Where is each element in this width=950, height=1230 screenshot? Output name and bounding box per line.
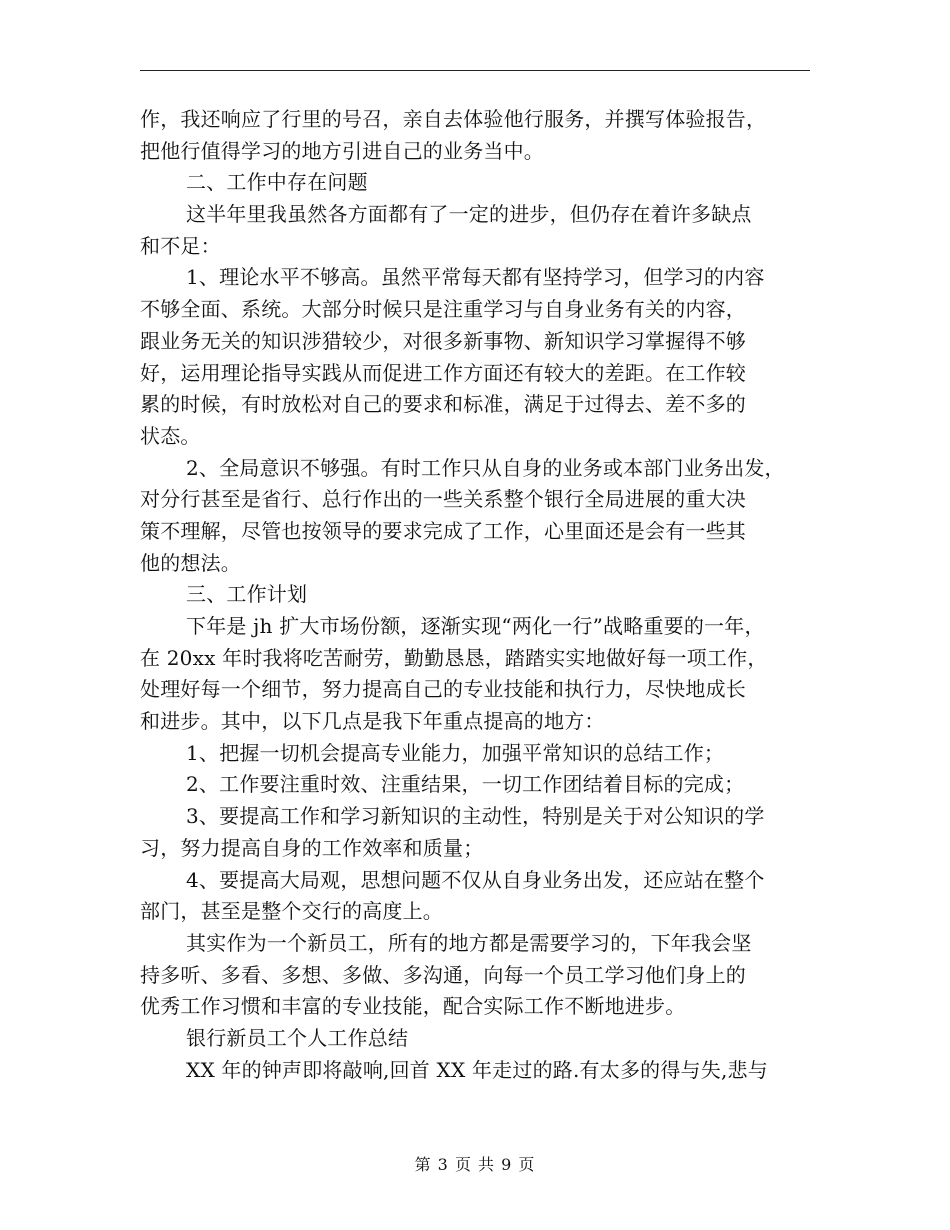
text-line: 和不足：	[140, 233, 221, 258]
text-line: 4、要提高大局观，思想问题不仅从自身业务出发，还应站在整个	[186, 867, 765, 892]
text-line: 处理好每一个细节，努力提高自己的专业技能和执行力，尽快地成长	[140, 677, 746, 702]
text-line: 持多听、多看、多想、多做、多沟通，向每一个员工学习他们身上的	[140, 962, 746, 987]
text-line: 1、把握一切机会提高专业能力，加强平常知识的总结工作；	[186, 740, 725, 765]
text-line: 对分行甚至是省行、总行作出的一些关系整个银行全局进展的重大决	[140, 487, 746, 512]
text-line: 不够全面、系统。大部分时候只是注重学习与自身业务有关的内容，	[140, 297, 746, 322]
text-line: 策不理解，尽管也按领导的要求完成了工作，心里面还是会有一些其	[140, 518, 746, 543]
text-line: 1、理论水平不够高。虽然平常每天都有坚持学习，但学习的内容	[186, 265, 765, 290]
text-line: 银行新员工个人工作总结	[186, 1025, 409, 1050]
text-line: 跟业务无关的知识涉猎较少，对很多新事物、新知识学习掌握得不够	[140, 328, 746, 353]
text-line: 他的想法。	[140, 550, 241, 575]
text-line: 把他行值得学习的地方引进自己的业务当中。	[140, 138, 544, 163]
text-line: 其实作为一个新员工，所有的地方都是需要学习的，下年我会坚	[186, 930, 752, 955]
text-line: 这半年里我虽然各方面都有了一定的进步，但仍存在着许多缺点	[186, 202, 752, 227]
text-line: 状态。	[140, 423, 201, 448]
text-line: 好，运用理论指导实践从而促进工作方面还有较大的差距。在工作较	[140, 360, 746, 385]
text-line: 2、全局意识不够强。有时工作只从自身的业务或本部门业务出发，	[186, 455, 785, 480]
text-line: 优秀工作习惯和丰富的专业技能，配合实际工作不断地进步。	[140, 994, 686, 1019]
header-rule	[140, 70, 810, 71]
text-line: XX 年的钟声即将敲响,回首 XX 年走过的路.有太多的得与失,悲与	[186, 1057, 768, 1082]
text-line: 在 20xx 年时我将吃苦耐劳，勤勤恳恳，踏踏实实地做好每一项工作，	[140, 645, 768, 670]
text-line: 和进步。其中，以下几点是我下年重点提高的地方：	[140, 709, 605, 734]
text-line: 2、工作要注重时效、注重结果，一切工作团结着目标的完成；	[186, 772, 745, 797]
text-line: 下年是 jh 扩大市场份额，逐渐实现“两化一行”战略重要的一年，	[186, 614, 765, 638]
text-line: 作，我还响应了行里的号召，亲自去体验他行服务，并撰写体验报告，	[140, 107, 767, 131]
document-body	[140, 104, 825, 1086]
text-line: 3、要提高工作和学习新知识的主动性，特别是关于对公知识的学	[186, 804, 765, 829]
text-line: 习，努力提高自身的工作效率和质量；	[140, 835, 484, 860]
text-line: 三、工作计划	[186, 582, 308, 607]
text-line: 二、工作中存在问题	[186, 170, 368, 195]
page-footer: 第 3 页 共 9 页	[414, 1155, 536, 1174]
text-line: 部门，甚至是整个交行的高度上。	[140, 899, 443, 924]
text-line: 累的时候，有时放松对自己的要求和标准，满足于过得去、差不多的	[140, 392, 746, 417]
